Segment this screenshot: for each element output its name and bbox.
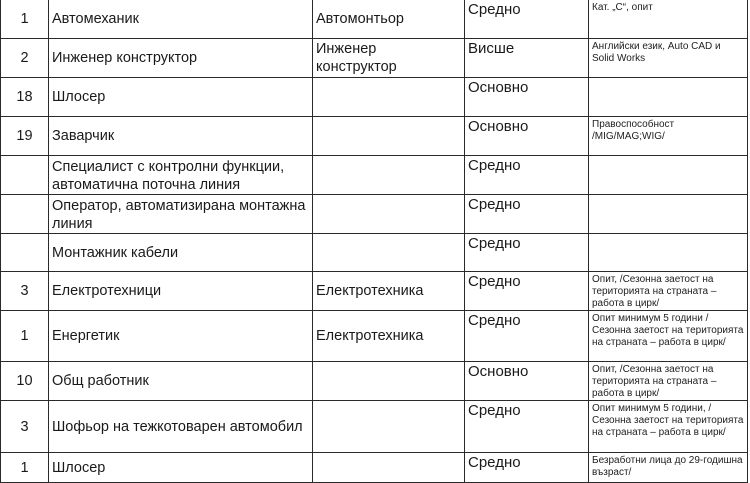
education-cell: Висше xyxy=(465,39,589,78)
position-cell: Електротехници xyxy=(49,272,313,311)
requirements-cell: Опит минимум 5 години, /Сезонна заетост на територията на страната – работа в цирк/ xyxy=(589,401,748,453)
position-cell: Оператор, автоматизирана монтажна линия xyxy=(49,195,313,234)
table-row xyxy=(1,117,748,156)
count-cell xyxy=(1,195,49,234)
specialty-cell xyxy=(313,401,465,453)
education-cell: Средно xyxy=(465,0,589,39)
position-cell: Специалист с контролни функции, автоматична поточна линия xyxy=(49,156,313,195)
specialty-cell xyxy=(313,234,465,272)
specialty-cell xyxy=(313,195,465,234)
specialty-cell: Автомонтьор xyxy=(313,0,465,39)
education-cell: Основно xyxy=(465,78,589,117)
table-row xyxy=(1,0,748,39)
position-cell: Общ работник xyxy=(49,362,313,401)
count-cell: 1 xyxy=(1,311,49,362)
requirements-cell xyxy=(589,156,748,195)
count-cell: 1 xyxy=(1,453,49,483)
requirements-cell xyxy=(589,195,748,234)
requirements-cell: Правоспособност /MIG/MAG;WIG/ xyxy=(589,117,748,156)
specialty-cell xyxy=(313,78,465,117)
education-cell: Основно xyxy=(465,117,589,156)
specialty-cell xyxy=(313,117,465,156)
position-cell: Автомеханик xyxy=(49,0,313,39)
table-row xyxy=(1,311,748,362)
education-cell: Средно xyxy=(465,272,589,311)
count-cell xyxy=(1,156,49,195)
table-row xyxy=(1,401,748,453)
requirements-cell xyxy=(589,234,748,272)
requirements-cell: Опит, /Сезонна заетост на територията на страната – работа в цирк/ xyxy=(589,362,748,401)
count-cell: 18 xyxy=(1,78,49,117)
count-cell: 3 xyxy=(1,401,49,453)
table-row xyxy=(1,234,748,272)
count-cell xyxy=(1,234,49,272)
education-cell: Средно xyxy=(465,453,589,483)
education-cell: Основно xyxy=(465,362,589,401)
specialty-cell xyxy=(313,362,465,401)
requirements-cell: Опит минимум 5 години /Сезонна заетост на територията на страната – работа в цирк/ xyxy=(589,311,748,362)
count-cell: 3 xyxy=(1,272,49,311)
requirements-cell: Кат. „С“, опит xyxy=(589,0,748,39)
position-cell: Енергетик xyxy=(49,311,313,362)
table-row xyxy=(1,453,748,483)
table-row xyxy=(1,362,748,401)
count-cell: 19 xyxy=(1,117,49,156)
education-cell: Средно xyxy=(465,234,589,272)
count-cell: 1 xyxy=(1,0,49,39)
table-row xyxy=(1,78,748,117)
requirements-cell: Безработни лица до 29-годишна възраст/ xyxy=(589,453,748,483)
education-cell: Средно xyxy=(465,156,589,195)
specialty-cell xyxy=(313,453,465,483)
requirements-cell: Английски език, Auto CAD и Solid Works xyxy=(589,39,748,78)
specialty-cell: Електротехника xyxy=(313,272,465,311)
position-cell: Заварчик xyxy=(49,117,313,156)
table-row xyxy=(1,195,748,234)
education-cell: Средно xyxy=(465,311,589,362)
education-cell: Средно xyxy=(465,401,589,453)
position-cell: Шлосер xyxy=(49,453,313,483)
table-row xyxy=(1,272,748,311)
position-cell: Шлосер xyxy=(49,78,313,117)
position-cell: Инженер конструктор xyxy=(49,39,313,78)
specialty-cell xyxy=(313,156,465,195)
count-cell: 2 xyxy=(1,39,49,78)
specialty-cell: Инженер конструктор xyxy=(313,39,465,78)
specialty-cell: Електротехника xyxy=(313,311,465,362)
position-cell: Шофьор на тежкотоварен автомобил xyxy=(49,401,313,453)
table-row xyxy=(1,156,748,195)
table-row xyxy=(1,39,748,78)
count-cell: 10 xyxy=(1,362,49,401)
requirements-cell: Опит, /Сезонна заетост на територията на страната – работа в цирк/ xyxy=(589,272,748,311)
education-cell: Средно xyxy=(465,195,589,234)
position-cell: Монтажник кабели xyxy=(49,234,313,272)
requirements-cell xyxy=(589,78,748,117)
